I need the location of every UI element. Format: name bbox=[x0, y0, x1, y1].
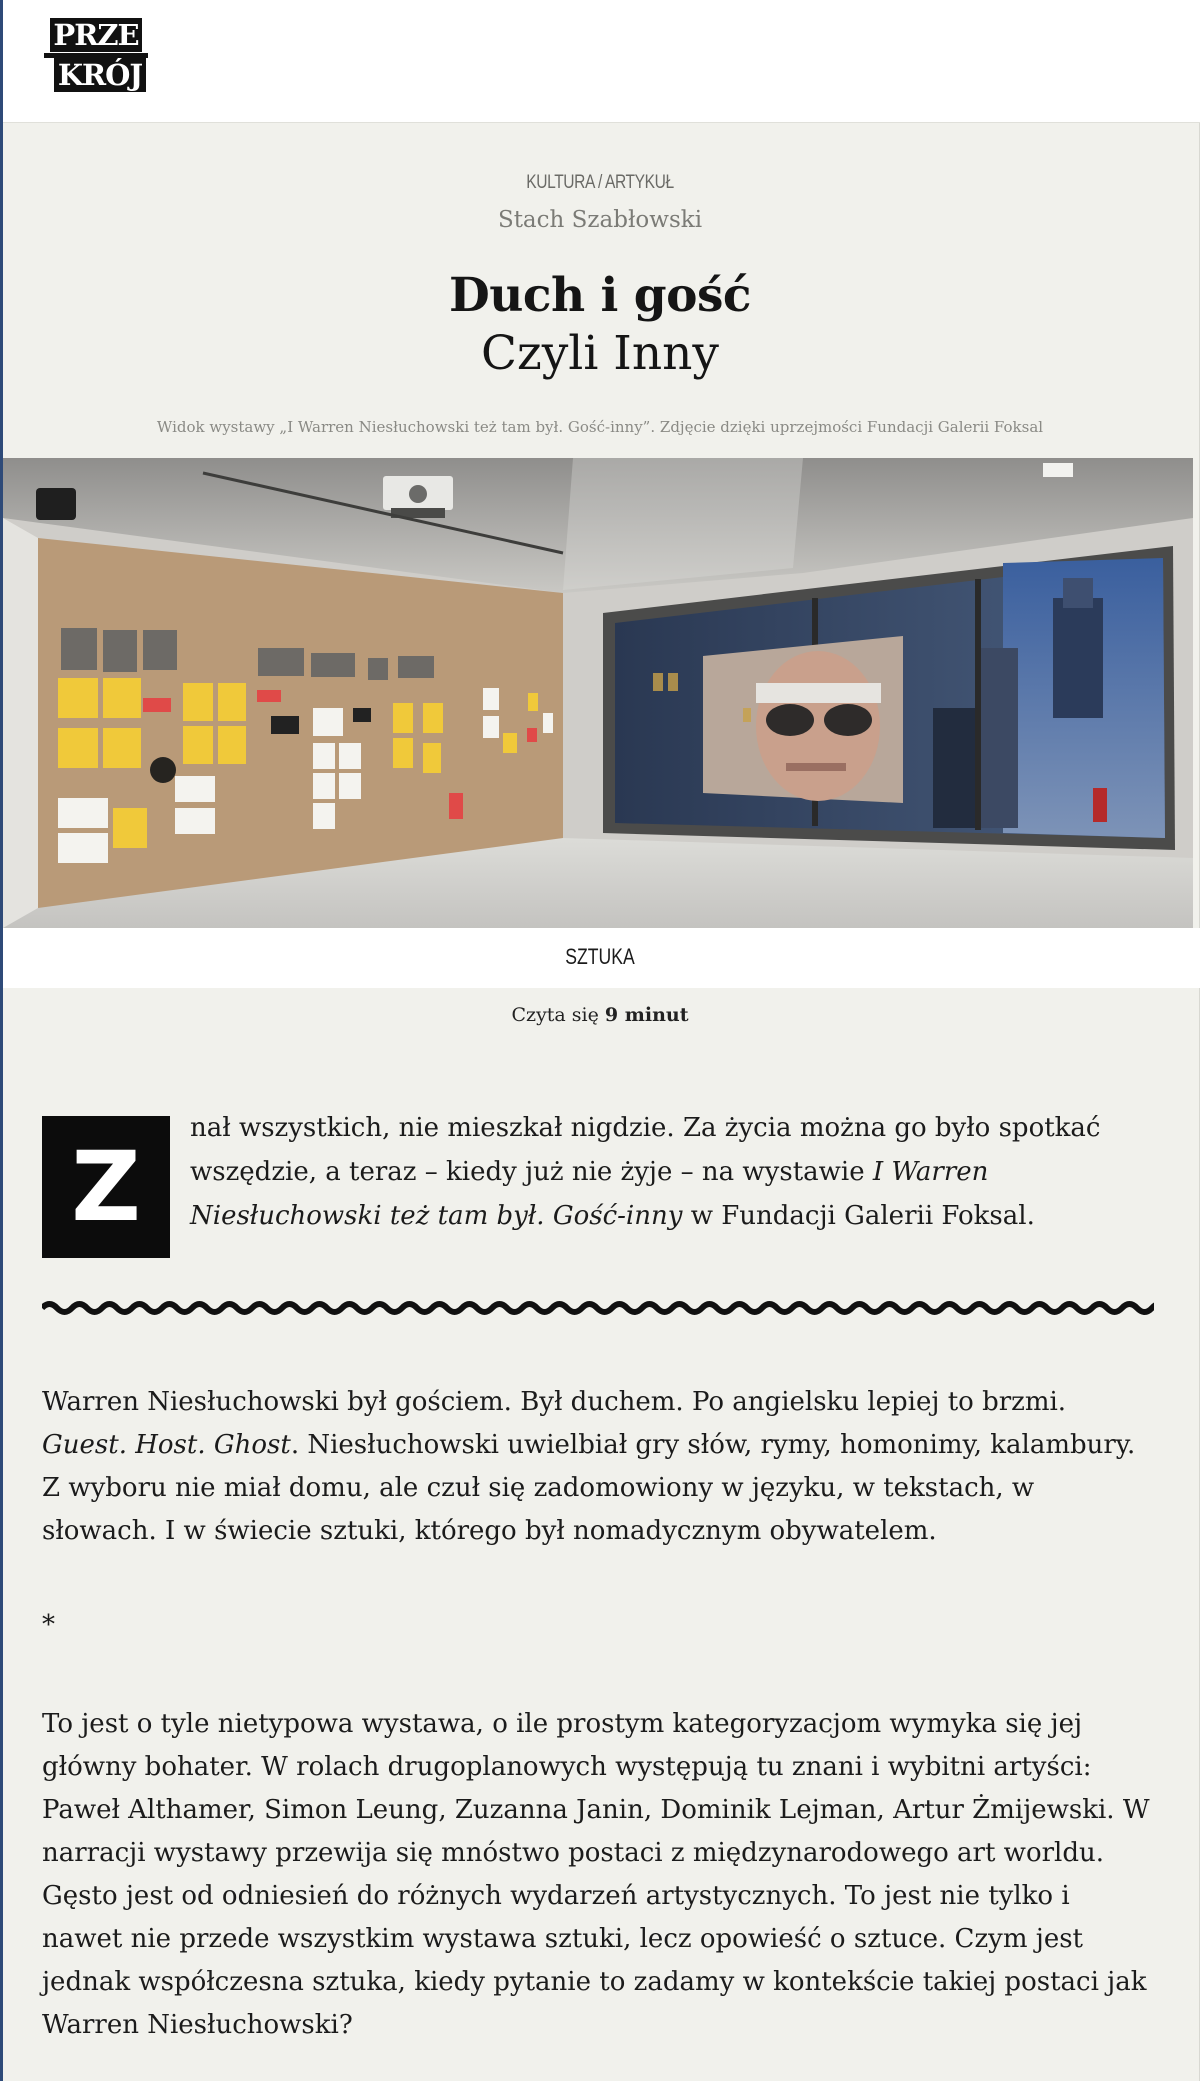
site-header bbox=[0, 0, 1200, 123]
p1-italic: Guest. Host. Ghost bbox=[42, 1430, 291, 1460]
lead-exhibition-title: I Warren Niesłuchowski też tam był. Gość-inny bbox=[190, 1157, 989, 1231]
article-paragraph-2: To jest o tyle nietypowa wystawa, o ile prostym kategoryzacjom wymyka się jej główny bohater. W rolach drugoplanowych występują tu znani i wybitni artyści: Paweł Althamer, Simon Leung, Zuzanna Janin, Dominik Lejman, Artur Żmijewski. W narracji wystawy przewija się mnóstwo postaci z międzynarodowego art worldu. Gęsto jest od odniesień do różnych wydarzeń artystycznych. To jest nie tylko i nawet nie przede wszystkim wystawa sztuki, lecz opowieść o sztuce. Czym jest jednak współczesna sztuka, kiedy pytanie to zadamy w kontekście takiej postaci jak Warren Niesłuchowski? bbox=[42, 1709, 1150, 2040]
drop-cap-letter: Z bbox=[42, 1116, 170, 1258]
section-separator: * bbox=[42, 1610, 55, 1640]
page-left-border bbox=[0, 0, 3, 2081]
article-category[interactable]: KULTURA / ARTYKUŁ bbox=[526, 172, 674, 193]
read-time bbox=[0, 1004, 1200, 1026]
read-time-value: 9 minut bbox=[604, 1004, 689, 1026]
article-paragraph-1 bbox=[42, 1381, 1157, 1553]
article-tag-sztuka[interactable]: SZTUKA bbox=[565, 944, 635, 969]
lead-text-2: w Fundacji Galerii Foksal. bbox=[682, 1201, 1035, 1231]
article-author[interactable]: Stach Szabłowski bbox=[497, 207, 703, 233]
p1-text-1: Warren Niesłuchowski był gościem. Był duchem. Po angielsku lepiej to brzmi. bbox=[42, 1387, 1067, 1417]
hero-image-exhibition-view bbox=[3, 458, 1193, 928]
read-time-prefix: Czyta się bbox=[511, 1004, 599, 1026]
logo-text-bottom: KRÓJ bbox=[54, 58, 146, 92]
article-title: Duch i gość bbox=[448, 268, 752, 323]
wavy-divider bbox=[42, 1295, 1154, 1321]
p1-text-2: . Niesłuchowski uwielbiał gry słów, rymy, homonimy, kalambury. Z wyboru nie miał domu, ale czuł się zadomowiony w języku, w tekstach, w słowach. I w świecie sztuki, którego był nomadycznym obywatelem. bbox=[42, 1430, 1136, 1546]
article-lead bbox=[190, 1106, 1150, 1238]
article-subtitle: Czyli Inny bbox=[481, 326, 719, 381]
przekroj-logo[interactable] bbox=[44, 18, 148, 96]
logo-text-top: PRZE bbox=[50, 18, 142, 52]
image-caption: Widok wystawy „I Warren Niesłuchowski też tam był. Gość-inny”. Zdjęcie dzięki uprzejmości Fundacji Galerii Foksal bbox=[156, 418, 1044, 436]
lead-text-1: nał wszystkich, nie mieszkał nigdzie. Za życia można go było spotkać wszędzie, a teraz – kiedy już nie żyje – na wystawie bbox=[190, 1113, 1101, 1187]
